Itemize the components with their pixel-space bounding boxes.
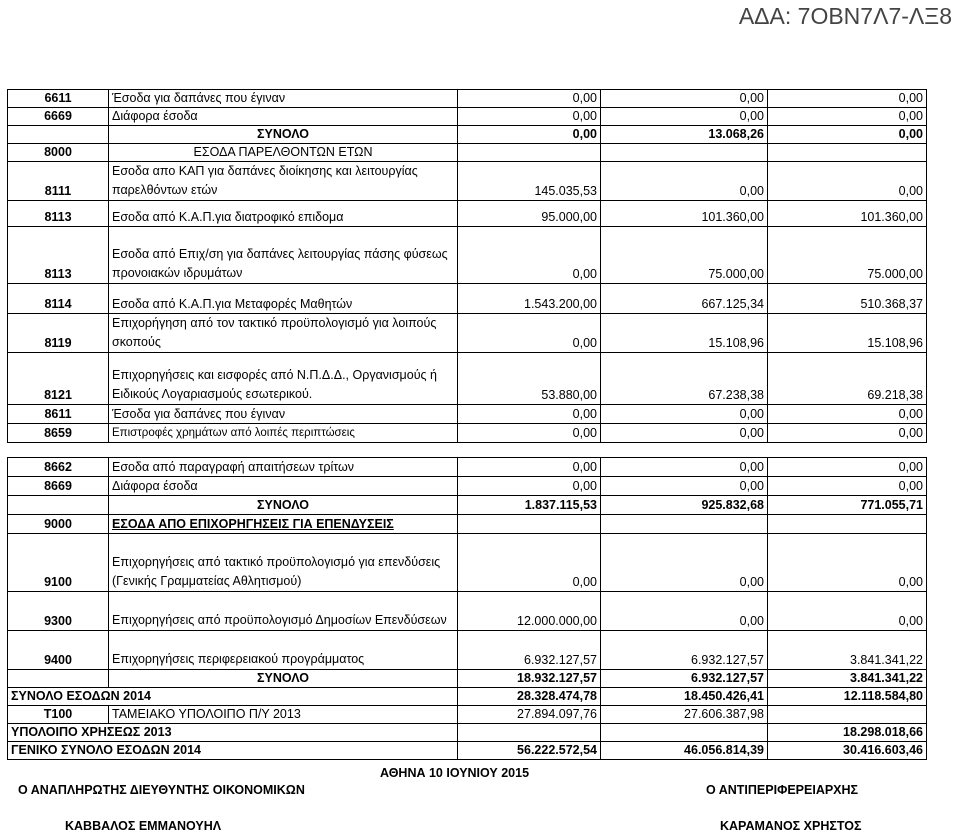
table-row: 8113 Εσοδα από Κ.Α.Π.για διατροφικό επιδομα 95.000,00 101.360,00 101.360,00	[8, 201, 927, 227]
right-signatory-name: ΚΑΡΑΜΑΝΟΣ ΧΡΗΣΤΟΣ	[720, 819, 862, 833]
revenue-table	[7, 89, 927, 760]
grand-total-row: ΓΕΝΙΚΟ ΣΥΝΟΛΟ ΕΣΟΔΩΝ 2014 56.222.572,54 46.056.814,39 30.416.603,46	[8, 742, 927, 760]
table-row: Τ100 ΤΑΜΕΙΑΚΟ ΥΠΟΛΟΙΠΟ Π/Υ 2013 27.894.097,76 27.606.387,98	[8, 706, 927, 724]
total-row: ΥΠΟΛΟΙΠΟ ΧΡΗΣΕΩΣ 2013 18.298.018,66	[8, 724, 927, 742]
table-row: 8659 Επιστροφές χρημάτων από λοιπές περιπτώσεις 0,00 0,00 0,00	[8, 424, 927, 443]
table-row: 6611 Έσοδα για δαπάνες που έγιναν 0,00 0,00 0,00	[8, 90, 927, 108]
table-row: 8119 Επιχορήγηση από τον τακτικό προϋπολογισμό για λοιπούς σκοπούς 0,00 15.108,96 15.108,96	[8, 314, 927, 353]
table-row: 9100 Επιχορηγήσεις από τακτικό προϋπολογισμό για επενδύσεις (Γενικής Γραμματείας Αθλητισμού) 0,00 0,00 0,00	[8, 534, 927, 592]
section-header-row: 8000 ΕΣΟΔΑ ΠΑΡΕΛΘΟΝΤΩΝ ΕΤΩΝ	[8, 144, 927, 162]
table-row: 8111 Εσοδα απο ΚΑΠ για δαπάνες διοίκησης και λειτουργίας παρελθόντων ετών 145.035,53 0,00 0,00	[8, 162, 927, 201]
table-row: 8662 Εσοδα από παραγραφή απαιτήσεων τρίτων 0,00 0,00 0,00	[8, 458, 927, 477]
section-header-row: 9000 ΕΣΟΔΑ ΑΠΟ ΕΠΙΧΟΡΗΓΗΣΕΙΣ ΓΙΑ ΕΠΕΝΔΥΣΕΙΣ	[8, 515, 927, 534]
table-row: 6669 Διάφορα έσοδα 0,00 0,00 0,00	[8, 108, 927, 126]
spacer-row	[8, 443, 927, 458]
table-row: 8121 Επιχορηγήσεις και εισφορές από Ν.Π.Δ.Δ., Οργανισμούς ή Ειδικούς Λογαριασμούς εσωτερικού. 53.880,00 67.238,38 69.218,38	[8, 353, 927, 405]
table-row: 8669 Διάφορα έσοδα 0,00 0,00 0,00	[8, 477, 927, 496]
right-signatory-title: Ο ΑΝΤΙΠΕΡΙΦΕΡΕΙΑΡΧΗΣ	[706, 783, 859, 797]
subtotal-row: ΣΥΝΟΛΟ 18.932.127,57 6.932.127,57 3.841.341,22	[8, 670, 927, 688]
total-row: ΣΥΝΟΛΟ ΕΣΟΔΩΝ 2014 28.328.474,78 18.450.426,41 12.118.584,80	[8, 688, 927, 706]
left-signatory-title: Ο ΑΝΑΠΛΗΡΩΤΗΣ ΔΙΕΥΘΥΝΤΗΣ ΟΙΚΟΝΟΜΙΚΩΝ	[18, 783, 305, 797]
table-row: 8114 Εσοδα από Κ.Α.Π.για Μεταφορές Μαθητών 1.543.200,00 667.125,34 510.368,37	[8, 284, 927, 314]
subtotal-row: ΣΥΝΟΛΟ 1.837.115,53 925.832,68 771.055,71	[8, 496, 927, 515]
left-signatory-name: ΚΑΒΒΑΛΟΣ ΕΜΜΑΝΟΥΗΛ	[65, 819, 222, 833]
table-row: 9400 Επιχορηγήσεις περιφερειακού προγράμματος 6.932.127,57 6.932.127,57 3.841.341,22	[8, 631, 927, 670]
table-row: 9300 Επιχορηγήσεις από προϋπολογισμό Δημοσίων Επενδύσεων 12.000.000,00 0,00 0,00	[8, 592, 927, 631]
ada-code: ΑΔΑ: 7ΟΒΝ7Λ7-ΛΞ8	[738, 3, 952, 29]
subtotal-row: ΣΥΝΟΛΟ 0,00 13.068,26 0,00	[8, 126, 927, 144]
table-row: 8113 Εσοδα από Επιχ/ση για δαπάνες λειτουργίας πάσης φύσεως προνοιακών ιδρυμάτων 0,00 75.000,00 75.000,00	[8, 227, 927, 284]
table-row: 8611 Έσοδα για δαπάνες που έγιναν 0,00 0,00 0,00	[8, 405, 927, 424]
place-date: ΑΘΗΝΑ 10 ΙΟΥΝΙΟΥ 2015	[380, 766, 530, 780]
